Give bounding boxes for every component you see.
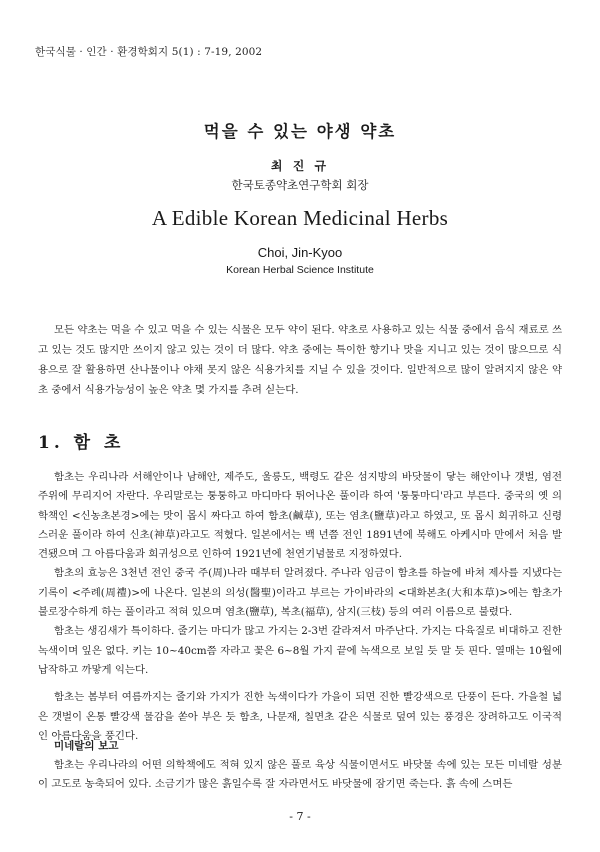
- article-author: 최 진 규: [270, 159, 330, 173]
- body-paragraph: 함초는 우리나라 서해안이나 남해안, 제주도, 울릉도, 백령도 같은 섬지방의 바닷물이 닿는 해안이나 갯벌, 염전 주위에 무리지어 자란다. 우리말로는 퉁퉁하고 마디마다 튀어나온 풀이라 하여 '퉁퉁마디'라고 부른다. 중국의 옛 의학책인 <신농초본경>에는 맛이 몹시 짜다고 하여 함초(鹹草), 또는 염초(鹽草)라고 하였고, 또 몹시 희귀하고 신령스러운 풀이라 하여 신초(神草)라고도 적혔다. 일본에서는 백 년쯤 전인 1891년에 북해도 아케시마 만에서 처음 발견됐으며 그 아름다움과 희귀성으로 인하여 1921년에 천연기념물로 지정하였다.: [38, 471, 562, 561]
- english-author: Choi, Jin-Kyoo: [257, 245, 343, 260]
- section-heading: 1. 함 초: [38, 433, 125, 453]
- body-paragraph: 함초는 봄부터 여름까지는 줄기와 가지가 진한 녹색이다가 가을이 되면 진한 빨강색으로 단풍이 든다. 가을철 넓은 갯벌이 온통 빨강색 물감을 쏟아 부은 듯 함초, 나문재, 칠면초 같은 식물로 덮여 있는 풍경은 장려하고도 이국적인 아름다움을 풍긴다.: [38, 691, 562, 742]
- subsection-heading: 미네랄의 보고: [54, 740, 119, 752]
- section-body: [38, 468, 562, 746]
- page-number: - 7 -: [289, 810, 311, 823]
- article-affiliation: 한국토종약초연구학회 회장: [231, 178, 369, 192]
- english-title: A Edible Korean Medicinal Herbs: [151, 206, 449, 230]
- body-paragraph: 함초는 생김새가 특이하다. 줄기는 마디가 많고 가지는 2-3번 갈라져서 마주난다. 가지는 다육질로 비대하고 진한 녹색이며 잎은 없다. 키는 10~40cm쯤 자라고 꽃은 6~8월 가지 끝에 녹색으로 보일 듯 말 듯 핀다. 열매는 10월에 납작하고 까맣게 익는다.: [38, 625, 562, 676]
- article-title: 먹을 수 있는 야생 약초: [203, 122, 397, 141]
- journal-citation-header: 한국식물 · 인간 · 환경학회지 5(1) : 7-19, 2002: [35, 46, 263, 58]
- subsection-paragraph: 함초는 우리나라의 어떤 의학책에도 적혀 있지 않은 풀로 육상 식물이면서도 바닷물 속에 있는 모든 미네랄 성분이 고도로 농축되어 있다. 소금기가 많은 흙일수록 잘 자라면서도 바닷물에 잠기면 죽는다. 흙 속에 스며든: [38, 759, 562, 791]
- english-affiliation: Korean Herbal Science Institute: [226, 264, 374, 276]
- abstract-paragraph: 모든 약초는 먹을 수 있고 먹을 수 있는 식물은 모두 약이 된다. 약초로 사용하고 있는 식물 중에서 음식 재료로 쓰고 있는 것도 많지만 쓰이지 않고 있는 것이 더 많다. 약초 중에는 특이한 향기나 맛을 지니고 있는 것이 많으므로 식용으로 잘 활용하면 산나물이나 야채 못지 않은 식용가치를 지닐 수 있을 것이다. 일반적으로 많이 알려지지 않은 약초 중에서 식용가능성이 높은 약초 몇 가지를 추려 싣는다.: [38, 324, 562, 396]
- body-paragraph: 함초의 효능은 3천년 전인 중국 주(周)나라 때부터 알려졌다. 주나라 임금이 함초를 하늘에 바쳐 제사를 지냈다는 기록이 <주례(周禮)>에 나온다. 일본의 의성(醫聖)이라고 부르는 가이바라의 <대화본초(大和本草)>에는 함초가 불로장수하게 하는 풀이라고 적혀 있으며 염초(鹽草), 복초(福草), 삼지(三枝) 등의 여러 이름으로 불렸다.: [38, 567, 562, 619]
